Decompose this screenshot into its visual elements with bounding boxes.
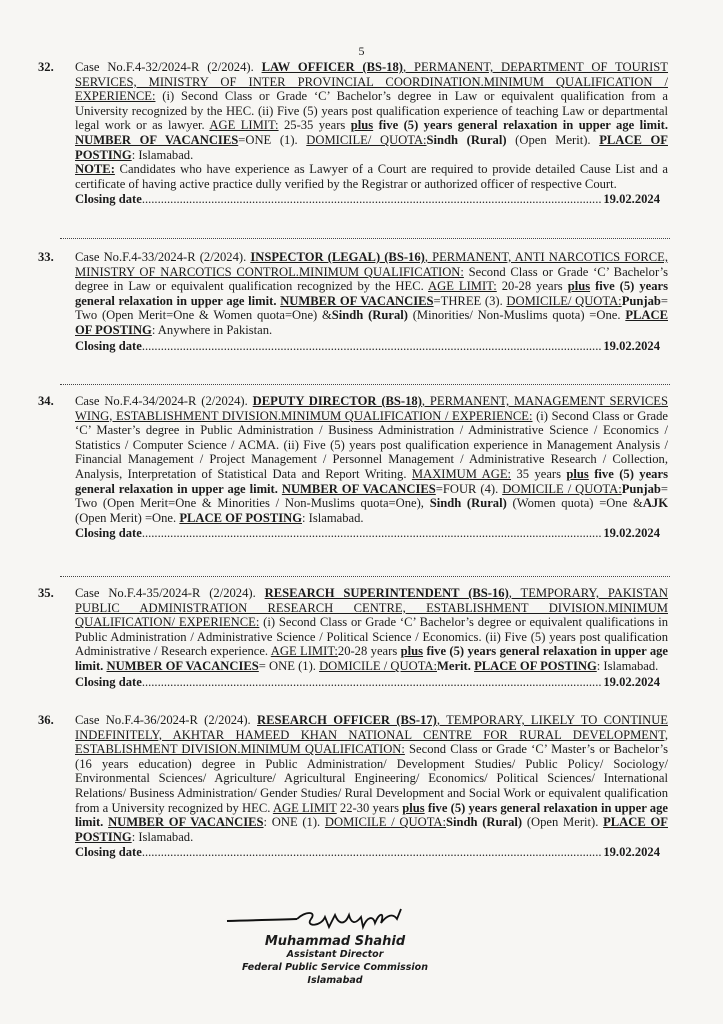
age-limit-label: AGE LIMIT: — [428, 279, 497, 294]
domicile-detail-3: (Open Merit) =One. — [75, 510, 180, 525]
domicile-value: Merit. — [436, 658, 471, 673]
entry-body — [75, 586, 668, 689]
qualification-text: (i) Second Class or Grade ‘C’ Bachelor’s degree in Law or equivalent qualification from a University recognized by the HEC. (ii) Five (5) years post qualification experience of teaching Law or departmental legal work or as lawyer. — [75, 89, 668, 133]
entry-number: 35. — [38, 586, 54, 600]
plus-text: plus — [566, 466, 589, 481]
domicile-value: Punjab — [621, 293, 661, 308]
vacancies-value: =FOUR (4). — [435, 481, 503, 496]
case-number: Case No.F.4-34/2024-R (2/2024). — [75, 394, 253, 408]
case-number: Case No.F.4-35/2024-R (2/2024). — [75, 586, 265, 600]
closing-date-row — [75, 192, 668, 207]
qualification-text: Second Class or Grade ‘C’ Bachelor’s degree in Law or equivalent qualification recognized by the HEC. — [75, 264, 668, 294]
domicile-detail-2: (Minorities/ Non-Muslims quota) =One. — [407, 308, 626, 323]
section-divider — [60, 576, 670, 577]
post-title: RESEARCH OFFICER (BS-17) — [257, 713, 437, 727]
posting-label: PLACE OF POSTING — [179, 510, 303, 525]
department-text: , PERMANENT, ANTI NARCOTICS FORCE, MINISTRY OF NARCOTICS CONTROL.MINIMUM QUALIFICATION: — [75, 250, 669, 279]
vacancies-label: NUMBER OF VACANCIES — [108, 815, 264, 830]
plus-text: plus — [567, 279, 591, 294]
posting-value: : Islamabad. — [302, 510, 364, 525]
qualification-text: (i) Second Class or Grade ‘C’ Master’s degree in Public Administration / Business Administration / Administrative Science / Economics / Statistics / Computer Science / ACMA. (ii) Five (5) years post qualification experience in Management Analysis / Financial Management / Project Management / Personnel Management / Administrative Research / Collection, Analysis, Interpretation of Statistical Data and Report Writing. — [75, 408, 668, 481]
vacancies-label: NUMBER OF VACANCIES — [281, 481, 436, 496]
age-limit-label: AGE LIMIT — [272, 800, 337, 815]
age-limit-label: AGE LIMIT: — [270, 644, 338, 659]
closing-date-label: Closing date — [75, 845, 142, 860]
case-number: Case No.F.4-36/2024-R (2/2024). — [75, 713, 257, 727]
closing-date-value: 19.02.2024 — [603, 338, 660, 353]
domicile-label: DOMICILE/ QUOTA: — [306, 132, 427, 147]
domicile-detail: (Open Merit). — [522, 815, 604, 830]
vacancies-label: NUMBER OF VACANCIES — [106, 658, 259, 673]
age-limit-value: 20-28 years — [337, 644, 401, 659]
age-limit-value: 25-35 years — [278, 118, 351, 133]
posting-value: : Islamabad. — [131, 147, 194, 162]
posting-label: PLACE OF POSTING — [75, 308, 668, 337]
posting-label: PLACE OF POSTING — [75, 132, 668, 162]
advertisement-entry-32 — [38, 60, 668, 207]
qualification-text: Second Class or Grade ‘C’ Master’s or Bachelor’s (16 years education) degree in Public Administration/ Development Studies/ Public Policy/ Sociology/ Environmental Sciences/ Agriculture/ Agricultural Engineering/ Economics/ Political Sciences/ International Relations/ Business Administration/ Gender Studies/ Rural Development and Social Work or equivalent qualification from a University recognized by HEC. — [75, 742, 669, 815]
section-divider — [60, 384, 670, 385]
age-limit-label: AGE LIMIT: — [209, 118, 279, 133]
entry-number: 32. — [38, 60, 54, 74]
post-title: INSPECTOR (LEGAL) (BS-16) — [250, 250, 425, 264]
posting-label: PLACE OF POSTING — [75, 815, 668, 844]
advertisement-entry-33 — [38, 250, 668, 353]
relaxation-text: five (5) years general relaxation in upper age limit. — [75, 279, 669, 308]
entry-body — [75, 60, 668, 207]
department-text: , TEMPORARY, PAKISTAN PUBLIC ADMINISTRATION RESEARCH CENTRE, ESTABLISHMENT DIVISION.MINIMUM QUALIFICATION/ EXPERIENCE: — [75, 586, 669, 630]
entry-body — [75, 713, 668, 860]
vacancies-label: NUMBER OF VACANCIES — [280, 293, 434, 308]
plus-text: plus — [350, 118, 374, 133]
signatory-city: Islamabad — [307, 975, 363, 986]
signature-block — [225, 905, 445, 987]
qualification-text: (i) Second Class or Grade ‘C’ Bachelor’s degree or equivalent qualifications in Public Administration / Administrative Science / Political Science / Economics. (ii) Five (5) years post qualification Administrative / Research experience. — [75, 615, 668, 659]
page-number: 5 — [358, 44, 365, 58]
domicile-value-2: Sindh (Rural) — [331, 308, 408, 323]
signatory-office: Federal Public Service Commission — [242, 962, 428, 973]
posting-value: : Anywhere in Pakistan. — [151, 322, 273, 337]
vacancies-value: =ONE (1). — [238, 132, 307, 147]
vacancies-value: = ONE (1). — [258, 658, 320, 673]
case-number: Case No.F.4-33/2024-R (2/2024). — [75, 250, 251, 264]
domicile-label: DOMICILE / QUOTA: — [324, 815, 446, 830]
entry-body — [75, 394, 668, 541]
entry-number: 33. — [38, 250, 54, 264]
department-text: , PERMANENT, DEPARTMENT OF TOURIST SERVICES, MINISTRY OF INTER PROVINCIAL COORDINATION.MINIMUM QUALIFICATION / EXPERIENCE: — [75, 60, 669, 104]
domicile-value: Sindh (Rural) — [446, 815, 523, 830]
closing-date-label: Closing date — [75, 192, 142, 207]
relaxation-text: five (5) years general relaxation in upper age limit. — [75, 644, 669, 673]
relaxation-text: five (5) years general relaxation in upper age limit. — [75, 800, 668, 830]
plus-text: plus — [400, 644, 424, 659]
posting-label: PLACE OF POSTING — [474, 658, 597, 673]
closing-date-value: 19.02.2024 — [603, 526, 660, 541]
domicile-detail: = Two (Open Merit=One & Women quota=One) & — [75, 293, 668, 323]
section-divider — [60, 238, 670, 239]
relaxation-text: five (5) years general relaxation in upper age limit. — [373, 118, 668, 133]
post-title: DEPUTY DIRECTOR (BS-18) — [252, 394, 422, 408]
domicile-label: DOMICILE / QUOTA: — [502, 481, 622, 496]
entry-body — [75, 250, 668, 353]
posting-value: : Islamabad. — [131, 829, 194, 844]
closing-date-value: 19.02.2024 — [603, 674, 660, 689]
entry-number: 34. — [38, 394, 54, 408]
signatory-details — [225, 935, 445, 987]
domicile-detail: (Open Merit). — [506, 132, 600, 147]
relaxation-text: five (5) years general relaxation in upper age limit. — [75, 466, 668, 496]
note-label: NOTE: — [75, 162, 115, 177]
domicile-value: Punjab — [621, 481, 661, 496]
signatory-designation: Assistant Director — [286, 949, 384, 960]
posting-value: : Islamabad. — [596, 658, 659, 673]
closing-date-value: 19.02.2024 — [603, 845, 660, 860]
note-text: Candidates who have experience as Lawyer of a Court are required to provide detailed Cause List and a certificate of having active practice dully verified by the Registrar or authorized officer of respective Court. — [75, 162, 668, 191]
closing-date-row — [75, 675, 668, 690]
closing-date-value: 19.02.2024 — [603, 192, 660, 207]
entry-number: 36. — [38, 713, 54, 727]
vacancies-label: NUMBER OF VACANCIES — [75, 132, 239, 147]
post-title: LAW OFFICER (BS-18) — [261, 60, 403, 74]
domicile-value-2: Sindh (Rural) — [429, 496, 507, 511]
closing-date-row — [75, 339, 668, 354]
closing-date-row — [75, 526, 668, 541]
closing-date-label: Closing date — [75, 338, 142, 353]
department-text: , PERMANENT, MANAGEMENT SERVICES WING, ESTABLISHMENT DIVISION.MINIMUM QUALIFICATION / EXPERIENCE: — [75, 394, 669, 423]
vacancies-value: =THREE (3). — [433, 293, 507, 308]
domicile-label: DOMICILE / QUOTA: — [319, 658, 437, 673]
domicile-value-3: AJK — [642, 496, 669, 511]
age-limit-value: 22-30 years — [336, 800, 403, 815]
closing-date-label: Closing date — [75, 526, 142, 541]
handwritten-signature — [225, 905, 445, 933]
vacancies-value: : ONE (1). — [263, 815, 325, 830]
age-limit-value: 35 years — [511, 466, 567, 481]
advertisement-entry-34 — [38, 394, 668, 541]
closing-date-row — [75, 845, 668, 860]
case-number: Case No.F.4-32/2024-R (2/2024). — [75, 60, 262, 74]
domicile-label: DOMICILE/ QUOTA: — [506, 293, 622, 308]
age-limit-value: 20-28 years — [496, 279, 568, 294]
advertisement-entry-35 — [38, 586, 668, 689]
post-title: RESEARCH SUPERINTENDENT (BS-16) — [264, 586, 509, 600]
closing-date-label: Closing date — [75, 674, 142, 689]
domicile-value: Sindh (Rural) — [426, 132, 507, 147]
signatory-name: Muhammad Shahid — [264, 934, 406, 949]
plus-text: plus — [402, 800, 425, 815]
age-limit-label: MAXIMUM AGE: — [411, 466, 512, 481]
department-text: , TEMPORARY, LIKELY TO CONTINUE INDEFINITELY, AKHTAR HAMEED KHAN NATIONAL CENTRE FOR RURAL DEVELOPMENT, ESTABLISHMENT DIVISION.MINIMUM QUALIFICATION: — [75, 713, 668, 757]
domicile-detail-2: (Women quota) =One & — [506, 496, 643, 511]
advertisement-entry-36 — [38, 713, 668, 860]
domicile-detail: = Two (Open Merit=One & Minorities / Non-Muslims quota=One), — [75, 481, 669, 511]
